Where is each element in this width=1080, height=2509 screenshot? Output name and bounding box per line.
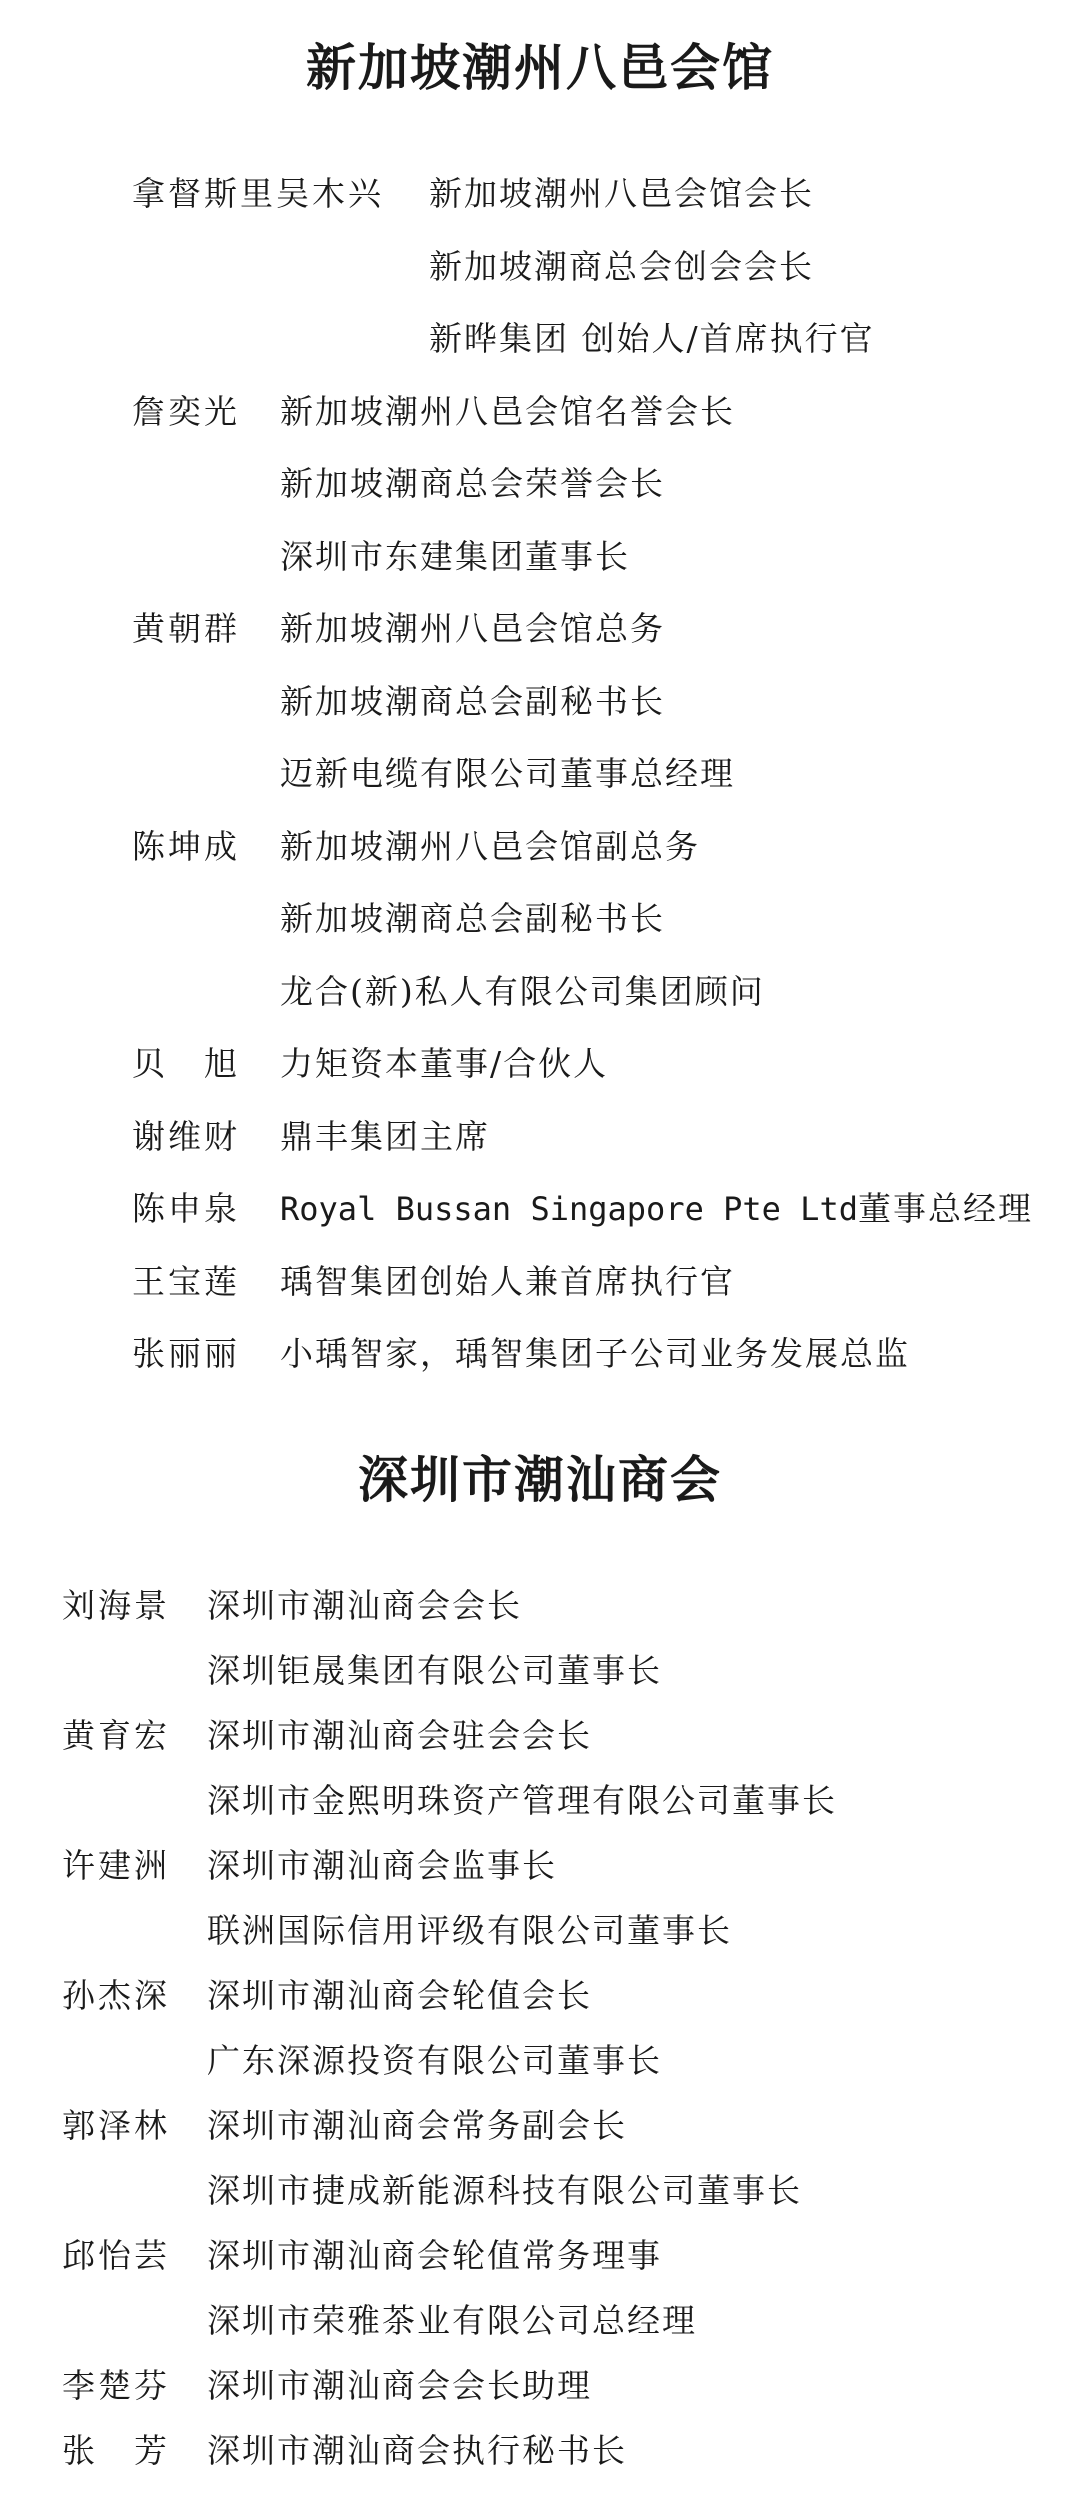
member-name: 许建洲 <box>62 1846 170 1885</box>
member-roles <box>280 1028 608 1101</box>
member-name: 邱怡芸 <box>62 2236 170 2275</box>
section-title-shenzhen-chaoshan: 深圳市潮汕商会 <box>358 1450 722 1509</box>
member-role: 联洲国际信用评级有限公司董事长 <box>207 1911 732 1950</box>
member-roles <box>207 1573 662 1703</box>
member-roles <box>207 2418 627 2483</box>
member-role: 深圳市潮汕商会监事长 <box>207 1846 557 1885</box>
member-name: 贝 旭 <box>132 1044 240 1083</box>
member-roles <box>207 2353 592 2418</box>
member-role: 深圳市潮汕商会执行秘书长 <box>207 2431 627 2470</box>
member-name: 陈申泉 <box>132 1189 240 1228</box>
member-roles <box>280 811 765 1029</box>
member-role: 小瑀智家，瑀智集团子公司业务发展总监 <box>280 1334 910 1373</box>
member-role: 瑀智集团创始人兼首席执行官 <box>280 1261 735 1301</box>
member-role: 迈新电缆有限公司董事总经理 <box>280 754 735 793</box>
member-role: 深圳市潮汕商会轮值常务理事 <box>207 2236 662 2275</box>
member-role: 新加坡潮商总会副秘书长 <box>280 899 665 938</box>
member-entry <box>132 1173 1033 1246</box>
member-entry <box>132 593 1033 811</box>
member-role: 深圳市捷成新能源科技有限公司董事长 <box>207 2171 802 2210</box>
member-entry <box>132 158 1033 376</box>
member-role: 新加坡潮商总会荣誉会长 <box>280 464 665 503</box>
member-roles <box>280 1101 490 1174</box>
member-role: 新晔集团 创始人/首席执行官 <box>429 319 875 358</box>
member-name: 张 芳 <box>62 2431 170 2470</box>
member-role: 深圳钜晟集团有限公司董事长 <box>207 1651 662 1690</box>
member-entry <box>62 2418 837 2483</box>
member-name: 孙杰深 <box>62 1976 170 2015</box>
section-title-singapore-teochew: 新加坡潮州八邑会馆 <box>306 38 774 97</box>
member-role: 新加坡潮州八邑会馆会长 <box>429 174 814 213</box>
member-roles <box>280 1246 735 1319</box>
member-name: 张丽丽 <box>132 1334 240 1373</box>
member-role: 新加坡潮商总会创会会长 <box>429 246 814 286</box>
member-role: 鼎丰集团主席 <box>280 1116 490 1156</box>
member-entry <box>62 2353 837 2418</box>
member-role: 新加坡潮州八邑会馆副总务 <box>280 826 700 866</box>
member-role: 深圳市荣雅茶业有限公司总经理 <box>207 2301 697 2340</box>
member-name: 刘海景 <box>62 1586 170 1625</box>
member-name: 王宝莲 <box>132 1261 240 1301</box>
member-roles <box>207 1833 732 1963</box>
member-roles <box>207 1703 837 1833</box>
member-role: 新加坡潮州八邑会馆总务 <box>280 609 665 648</box>
member-entry <box>132 811 1033 1029</box>
member-role: 深圳市潮汕商会会长 <box>207 1586 522 1625</box>
member-entry <box>62 1703 837 1833</box>
member-roles <box>280 1318 910 1391</box>
member-name: 陈坤成 <box>132 826 240 866</box>
member-entry <box>132 376 1033 594</box>
member-roles <box>280 376 735 594</box>
member-name: 谢维财 <box>132 1116 240 1156</box>
member-name: 黄育宏 <box>62 1716 170 1755</box>
member-roles <box>280 593 735 811</box>
member-role: 深圳市金熙明珠资产管理有限公司董事长 <box>207 1781 837 1820</box>
member-role: 深圳市潮汕商会轮值会长 <box>207 1976 592 2015</box>
member-role: 力矩资本董事/合伙人 <box>280 1044 609 1083</box>
member-entry <box>132 1028 1033 1101</box>
member-name: 李楚芬 <box>62 2366 170 2405</box>
member-entry <box>62 1963 837 2093</box>
member-name: 黄朝群 <box>132 609 240 648</box>
member-entry <box>62 1833 837 1963</box>
member-role: 深圳市东建集团董事长 <box>280 536 630 576</box>
member-role: 龙合(新)私人有限公司集团顾问 <box>280 971 765 1011</box>
member-role: 新加坡潮商总会副秘书长 <box>280 681 665 721</box>
member-entry <box>132 1318 1033 1391</box>
member-entry <box>62 2223 837 2353</box>
member-entry <box>62 2093 837 2223</box>
member-name: 郭泽林 <box>62 2106 170 2145</box>
member-entry <box>132 1246 1033 1319</box>
member-role: 深圳市潮汕商会会长助理 <box>207 2366 592 2405</box>
member-roles <box>429 158 875 376</box>
member-entry <box>132 1101 1033 1174</box>
member-role: Royal Bussan Singapore Pte Ltd董事总经理 <box>280 1189 1033 1228</box>
member-entry <box>62 1573 837 1703</box>
member-role: 广东深源投资有限公司董事长 <box>207 2041 662 2080</box>
member-role: 深圳市潮汕商会常务副会长 <box>207 2106 627 2145</box>
member-roles <box>280 1173 1033 1246</box>
member-role: 深圳市潮汕商会驻会会长 <box>207 1716 592 1755</box>
member-roles <box>207 2223 697 2353</box>
member-role: 新加坡潮州八邑会馆名誉会长 <box>280 391 735 431</box>
member-name: 拿督斯里吴木兴 <box>132 174 384 213</box>
member-roles <box>207 1963 662 2093</box>
member-name: 詹奕光 <box>132 391 240 431</box>
member-roles <box>207 2093 802 2223</box>
member-list-singapore-teochew <box>0 158 1033 1391</box>
member-list-shenzhen-chaoshan <box>0 1573 837 2483</box>
